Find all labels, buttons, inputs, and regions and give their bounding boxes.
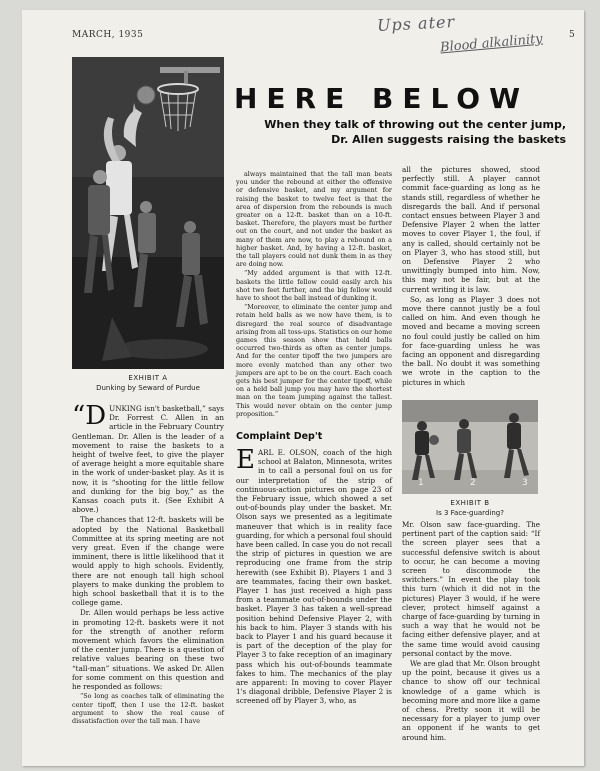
quote-paragraph: “Moreover, to eliminate the center jump and retain held balls as we now have them, is to disregard the real source of disadvantage arising from all toss-ups. Statistics on our home games this season show that held balls occurred two-thirds as often as center jumps. And for the center tipoff the two jumpers are more evenly matched than any other two jumpers are apt to be on the court. Each coach gets his best jumper for the center tipoff, while on a held ball jump you may have the shortest man on the team jumping against the tallest. This would never obtain on the center jump proposition.” bbox=[236, 303, 392, 418]
paragraph: all the pictures showed, stood perfectly still. A player cannot commit face-guarding as long as he stands still, regardless of whether he disregards the ball. And if personal contact ensues between Player 3 and Defensive Player 2 when the latter moves to cover Player 1, the foul, if any is called, should certainly not be on Player 3, who has stood still, but on Defensive Player 2 who unwittingly bumped into him. Now, this may not be fair, but at the current writing it is law. bbox=[402, 165, 540, 294]
section-heading: Complaint Dep't bbox=[236, 431, 323, 442]
paragraph: We are glad that Mr. Olson brought up the point, because it gives us a chance to show off our technical knowledge of a game which is becoming more and more like a game of chess. Pretty soon it will be necessary for a player to jump over an opponent if he wants to get around him. bbox=[402, 659, 540, 742]
column-2-lower bbox=[236, 445, 392, 707]
dunking-photo-illustration bbox=[72, 57, 224, 369]
paragraph: So, as long as Player 3 does not move there cannot justly be a foul called on him. And even though he moved and became a moving screen no foul could justly be called on him for face-guarding unless he was facing an opponent and disregarding the ball. No doubt it was something we wrote in the caption to the pictures in which bbox=[402, 294, 540, 387]
issue-date: MARCH, 1935 bbox=[72, 30, 144, 40]
quote-paragraph: “So long as coaches talk of eliminating the center tipoff, then I use the 12-ft. basket argument to show the real cause of dissatisfaction over the tall man. I have bbox=[72, 692, 224, 725]
handwritten-note-top: Ups ater bbox=[376, 11, 456, 36]
paragraph: The chances that 12-ft. baskets will be adopted by the National Basketball Committee at its spring meeting are not very great. Even if the change were imminent, there is little likelihood that it would apply to high schools. Evidently, there are not enough tall high school players to make dunking the problem to high school basketball that it is to the college game. bbox=[72, 515, 224, 608]
subtitle-line-2: Dr. Allen suggests raising the baskets bbox=[331, 133, 566, 146]
olson-paragraph bbox=[236, 445, 392, 706]
magazine-page bbox=[22, 10, 584, 766]
paragraph: Dr. Allen would perhaps be less active in promoting 12-ft. baskets were it not for the strength of another reform movement which favors the elimination of the center jump. There is a question of relative values bearing on these two “tall-man” situations. We asked Dr. Allen for some comment on this question and he responded as follows: bbox=[72, 608, 224, 692]
article-subtitle bbox=[254, 117, 566, 147]
exhibit-b-label: EXHIBIT B bbox=[450, 499, 490, 507]
olson-text: ARL E. OLSON, coach of the high school at Balaton, Minnesota, writes in to call a personal foul on us for our interpretation of the strip of continuous-action pictures on page 23 of the February issue, which showed a set out-of-bounds play under the basket. Mr. Olson says we presented as a legitimate maneuver that which is in reality face guarding, for which a personal foul should have been called. In case you do not recall the strip of pictures in question we are reproducing one frame from the strip herewith (see Exhibit B). Players 1 and 3 are teammates, facing their own basket. Player 1 has just received a high pass from a teammate out-of-bounds under the basket. Player 3 has taken a well-spread position behind Defensive Player 2, with his back to him. Player 3 stands with his back to Player 1 and his guard because it is part of the deception of the play for Player 3 to fake reception of an imaginary pass which his out-of-bounds teammate fakes to him. The mechanics of the play are apparent: In moving to cover Player 1's diagonal dribble, Defensive Player 2 is screened off by Player 3, who, as bbox=[236, 448, 392, 706]
drop-cap: E bbox=[236, 445, 255, 475]
player-number-1: 1 bbox=[418, 478, 424, 488]
page-number: 5 bbox=[569, 30, 575, 40]
drop-cap: “D bbox=[72, 401, 107, 431]
article-title: HERE BELOW bbox=[234, 82, 529, 115]
lead-text: UNKING isn't basketball,” says Dr. Forrest C. Allen in an article in the February Country Gentleman. Dr. Allen is the leader of a movement to raise the baskets to a height of twelve feet, to give the player of average height a more equitable share in the work of under-basket play. As it is now, it is “shooting for the little fellow and dunking for the big boy,” as the Kansas coach puts it. (See Exhibit A above.) bbox=[72, 404, 224, 515]
exhibit-b-caption: Is 3 Face-guarding? bbox=[436, 509, 504, 517]
exhibit-b-photo bbox=[402, 400, 538, 494]
column-3 bbox=[402, 165, 540, 388]
column-3-lower bbox=[402, 520, 540, 743]
lead-paragraph bbox=[72, 401, 224, 515]
handwritten-note-right: Blood alkalinity bbox=[439, 31, 544, 56]
exhibit-a-photo bbox=[72, 57, 224, 369]
column-2 bbox=[236, 170, 392, 419]
subtitle-line-1: When they talk of throwing out the center jump, bbox=[264, 118, 566, 131]
player-number-3: 3 bbox=[522, 478, 528, 488]
quote-paragraph: always maintained that the tall man beats you under the rebound at either the offensive or defensive basket, and my argument for raising the basket to twelve feet is that the area of dispersion from the rebounds is much greater on a 12-ft. basket than on a 10-ft. basket. Therefore, the players must be further out on the court, and not under the basket as many of them are now, to play a rebound on a higher basket. And, by having a 12-ft. basket, the tall players could not dunk them in as they are doing now. bbox=[236, 170, 392, 269]
exhibit-a-label: EXHIBIT A bbox=[128, 374, 168, 382]
exhibit-a-caption: Dunking by Seward of Purdue bbox=[96, 384, 200, 392]
player-number-2: 2 bbox=[470, 478, 476, 488]
quote-paragraph: “My added argument is that with 12-ft. baskets the little fellow could easily arch his shot two feet further, and the big fellow would have to shoot the ball instead of dunking it. bbox=[236, 269, 392, 303]
column-1 bbox=[72, 401, 224, 726]
paragraph: Mr. Olson saw face-guarding. The pertinent part of the caption said: “If the screen player sees that a successful defensive switch is about to occur, he can become a moving screen to discommode the switchers.” In event the play took this turn (which it did not in the pictures) Player 3 would, if he were clever, protect himself against a charge of face-guarding by turning in such a way that he would not be facing either defensive player, and at the same time would avoid causing personal contact by the move. bbox=[402, 520, 540, 658]
